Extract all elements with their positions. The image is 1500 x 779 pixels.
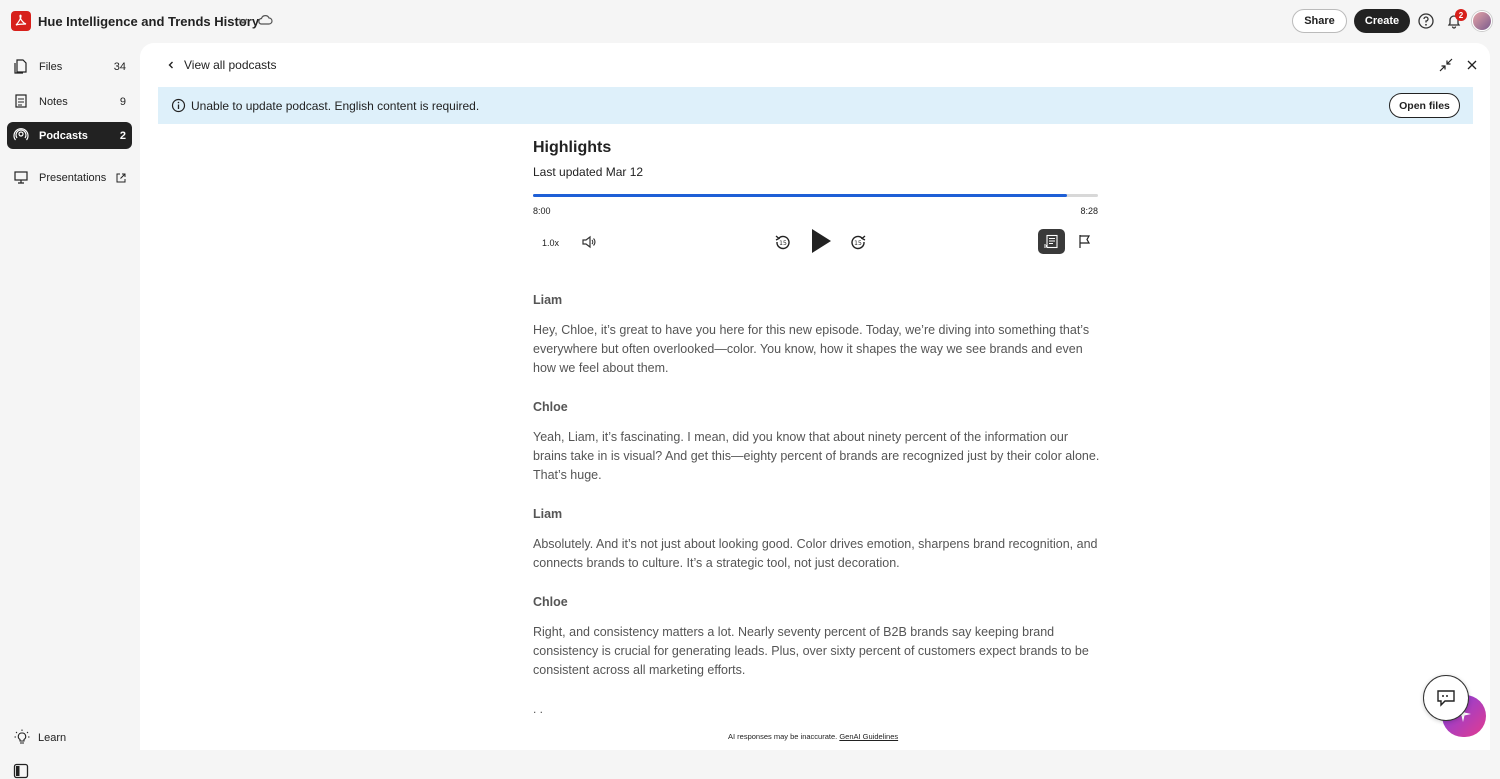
transcript-text: Hey, Chloe, it’s great to have you here for this new episode. Today, we’re diving into something that’s everywhere but often overlooked—color. You know, how it shapes the way we see brands and even how we feel about them. xyxy=(533,323,1090,375)
back-link[interactable] xyxy=(166,58,277,72)
sidebar-item-notes[interactable] xyxy=(7,88,132,115)
forward-15-icon[interactable] xyxy=(849,233,867,251)
current-time: 8:00 xyxy=(533,206,551,216)
alert-banner xyxy=(158,87,1473,124)
transcript-text: Right, and consistency matters a lot. Nearly seventy percent of B2B brands say keeping brand consistency is crucial for generating leads. Plus, over sixty percent of customers expect brands to be consistent across all marketing efforts. xyxy=(533,625,1089,677)
rewind-15-icon[interactable] xyxy=(774,233,792,251)
external-link-icon xyxy=(116,173,126,183)
svg-text:15: 15 xyxy=(854,240,862,247)
create-button[interactable]: Create xyxy=(1354,9,1410,33)
notes-icon xyxy=(13,93,29,109)
back-link-label: View all podcasts xyxy=(184,58,277,72)
learn-link[interactable] xyxy=(14,729,104,747)
presentations-icon xyxy=(13,169,29,185)
flag-icon[interactable] xyxy=(1077,233,1093,249)
speaker-name: Chloe xyxy=(533,400,568,414)
podcast-player xyxy=(533,139,1098,248)
transcript-more: . . xyxy=(533,702,544,716)
sidebar-item-count: 9 xyxy=(119,95,126,108)
main-panel xyxy=(140,43,1490,750)
chat-button[interactable] xyxy=(1423,675,1469,721)
help-icon[interactable] xyxy=(1417,12,1435,30)
transcript-icon xyxy=(1044,234,1059,249)
document-title[interactable]: Hue Intelligence and Trends History xyxy=(38,14,260,29)
disclaimer-text: AI responses may be inaccurate. xyxy=(728,732,838,741)
progress-bar[interactable] xyxy=(533,194,1098,197)
info-icon xyxy=(171,98,186,113)
speaker-name: Chloe xyxy=(533,595,568,609)
sidebar-item-count: 2 xyxy=(119,129,126,142)
speaker-name: Liam xyxy=(533,293,563,307)
learn-label: Learn xyxy=(38,732,67,744)
collapse-icon[interactable] xyxy=(1439,58,1453,72)
files-icon xyxy=(13,58,29,74)
podcasts-icon xyxy=(13,127,29,143)
sidebar-item-presentations[interactable] xyxy=(7,164,132,191)
sidebar-item-label: Notes xyxy=(39,95,68,108)
cloud-icon xyxy=(257,13,273,27)
chat-icon xyxy=(1436,689,1456,707)
genai-guidelines-link[interactable]: GenAI Guidelines xyxy=(839,732,899,741)
total-time: 8:28 xyxy=(1080,206,1098,216)
volume-icon[interactable] xyxy=(581,234,597,250)
transcript xyxy=(533,293,1103,716)
avatar[interactable] xyxy=(1472,11,1492,31)
playback-speed-button[interactable]: 1.0x xyxy=(542,238,560,248)
chevron-left-icon xyxy=(166,60,176,70)
podcast-updated: Last updated Mar 12 xyxy=(533,165,644,179)
sidebar-item-label: Presentations xyxy=(39,171,107,184)
sidebar-item-label: Files xyxy=(39,60,63,73)
transcript-text: Yeah, Liam, it’s fascinating. I mean, did you know that about ninety percent of the information our brains take in is visual? And get this—eighty percent of brands are recognized just by their color alone. That’s huge. xyxy=(533,430,1100,482)
transcript-toggle-button[interactable] xyxy=(1038,229,1065,254)
lightbulb-icon xyxy=(14,729,30,745)
footer-disclaimer xyxy=(728,732,898,741)
alert-message: Unable to update podcast. English content is required. xyxy=(191,98,480,113)
sidebar xyxy=(0,43,140,750)
sidebar-item-label: Podcasts xyxy=(39,129,88,142)
notification-badge: 2 xyxy=(1455,9,1467,21)
chevron-down-icon[interactable] xyxy=(236,14,250,28)
svg-text:15: 15 xyxy=(779,240,787,247)
podcast-title: Highlights xyxy=(533,139,612,156)
progress-fill xyxy=(533,194,1067,197)
close-icon[interactable] xyxy=(1465,58,1479,72)
play-icon[interactable] xyxy=(809,227,833,255)
top-bar xyxy=(0,0,1500,43)
sidebar-item-count: 34 xyxy=(113,60,126,73)
sidebar-item-files[interactable] xyxy=(7,53,132,80)
open-files-button[interactable]: Open files xyxy=(1389,93,1460,118)
sidebar-item-podcasts[interactable] xyxy=(7,122,132,149)
share-button[interactable]: Share xyxy=(1292,9,1347,33)
transcript-text: Absolutely. And it’s not just about looking good. Color drives emotion, sharpens brand recognition, and connects brands to culture. It’s a strategic tool, not just decoration. xyxy=(533,537,1098,570)
panel-toggle-icon[interactable] xyxy=(13,763,29,779)
acrobat-logo-icon[interactable] xyxy=(11,11,31,31)
speaker-name: Liam xyxy=(533,507,563,521)
